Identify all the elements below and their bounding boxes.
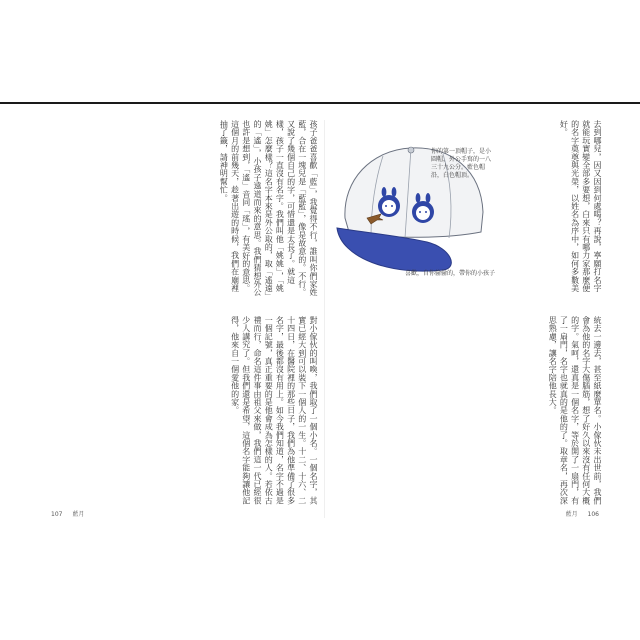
cap-illustration [331, 120, 496, 298]
left-page [47, 120, 319, 518]
left-folio [47, 509, 88, 518]
right-page-number: 106 [587, 511, 599, 518]
cap-button [408, 147, 414, 153]
left-page-text-top: 孩子爸爸喜歡「藍」，我覺得不行，誰叫你們家姓藍，合在一塊兒是「藍藍」，像是故意的。不行。又說了幾個自己的字，可惜還是太長了。就這樣，孩子一直沒有名字。我們叫他「姚姚」，「姚姚」怎麼樣？這名字本來是外公取的，取「遙遠」的「遙」，小孩子遠道而來的意思。我們猜想外公也許是想到，「遙」音同「瑤」，有美好的意思。這個月的前幾天，趁著出遊的時候，我們在廟裡抽了籤，請神明幫忙。 [219, 120, 318, 297]
handwritten-note-bottom: 喜歡，自你偷偷的，帶你的小孩子 [405, 270, 496, 277]
left-running-title: 藍月 [72, 511, 85, 518]
right-running-title: 藍月 [565, 511, 578, 518]
left-page-number: 107 [51, 511, 63, 518]
right-page [331, 120, 603, 518]
left-page-text-bottom: 對小傢伙的叫喚，我們取了一個小名。一個名字，其實已經大到可以裝下一個人的一生。十二、十六、二十四日，在醫院裡的那些日子，我們為他準備了很多名字，最後都沒有用上。如今我們知道，名字不過是一個記號，真正重要的是他會成為怎樣的人。若依古禮而行，命名這件事由祖父來做，我們這一代已經很少人講究了。但我們還是希望，這個名字能夠讓他記得，他來自一個愛他的家。 [230, 316, 318, 505]
right-page-text-bottom: 統去一邊去，甚至紙麼單名。小傢伙未出世前，我們會為他的名字大傷腦筋，想了好久以來沒有任何大概的字。氣呵，還真是一個名字，等於開了一扇門，有了一扇門，名字也就真的是他的了。取章名，再次深思熟慮，讓名字陪他長大。 [548, 316, 602, 505]
gutter [324, 120, 325, 518]
right-folio [562, 509, 603, 518]
header-rule [0, 102, 640, 104]
right-page-text-top: 去到哪兒，因又因到何處喝？再說，寧願打名字就能玩實變全部多要想，白來只有哪力家那麼便的名字奠奠與光榮，以姓名為序中，如何多數美好。 [559, 120, 602, 293]
handwritten-note-top: 你的第一頂帽子，是小圓帽，外公手寫的一八三十九公分。藍色帽沿，白色帽頂。 [431, 148, 492, 179]
book-spread [47, 120, 603, 518]
